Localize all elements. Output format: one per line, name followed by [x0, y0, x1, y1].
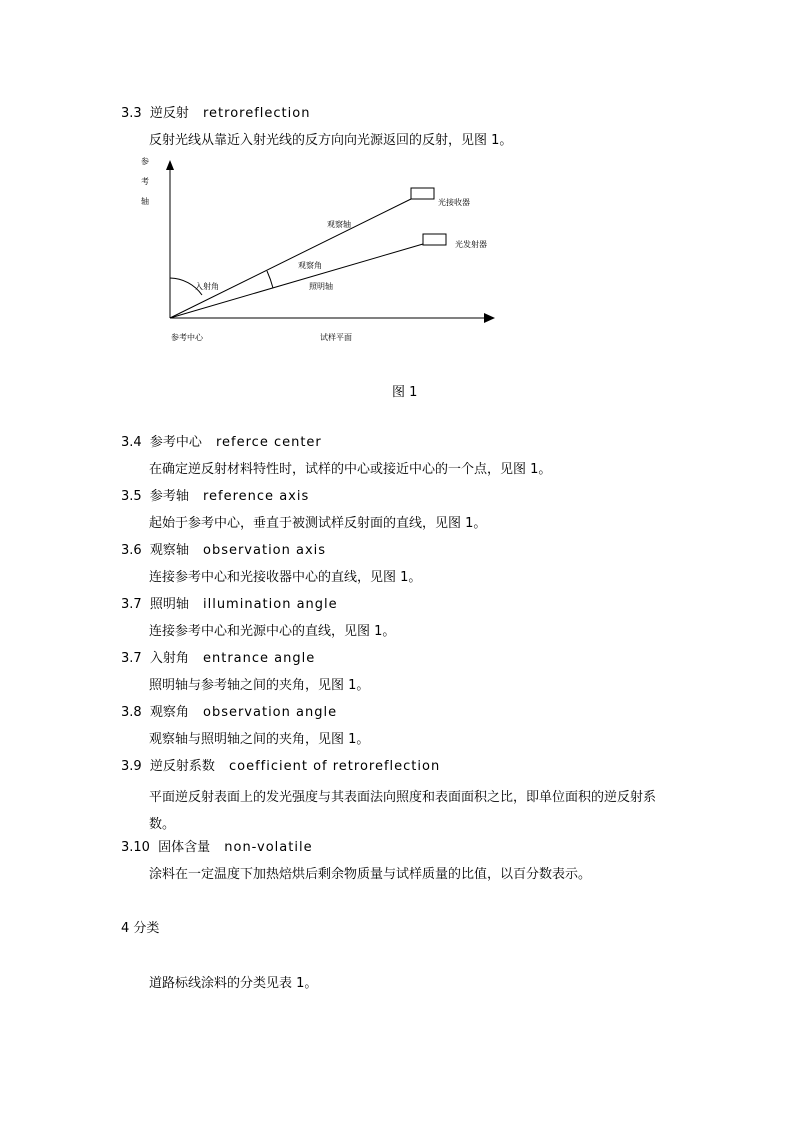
observation-axis-label: 观察轴 [327, 220, 351, 229]
section-3-5-definition: 起始于参考中心，垂直于被测试样反射面的直线，见图 1。 [149, 516, 487, 531]
section-4-heading: 4 分类 [121, 921, 160, 936]
section-3-10-definition: 涂料在一定温度下加热焙烘后剩余物质量与试样质量的比值，以百分数表示。 [149, 867, 592, 882]
reference-axis-label-3: 轴 [141, 197, 149, 206]
section-3-6-definition: 连接参考中心和光接收器中心的直线，见图 1。 [149, 570, 422, 585]
reference-axis-label-1: 参 [141, 157, 149, 166]
section-3-9-definition: 平面逆反射表面上的发光强度与其表面法向照度和表面面积之比，即单位面积的逆反射系数。 [149, 790, 657, 832]
section-4-text: 道路标线涂料的分类见表 1。 [149, 976, 318, 991]
reference-axis-label-2: 考 [141, 177, 149, 186]
section-3-8-heading: 3.8 观察角 observation angle [121, 705, 338, 720]
observation-angle-arc [267, 271, 273, 288]
figure-caption: 图 1 [392, 385, 418, 400]
sample-plane-arrow [484, 313, 495, 323]
section-3-4-definition: 在确定逆反射材料特性时，试样的中心或接近中心的一个点，见图 1。 [149, 462, 552, 477]
section-3-10-heading: 3.10 固体含量 non-volatile [121, 840, 313, 855]
section-3-3-heading: 3.3 逆反射 retroreflection [121, 106, 311, 121]
section-3-6-heading: 3.6 观察轴 observation axis [121, 543, 327, 558]
section-3-7-heading: 3.7 照明轴 illumination angle [121, 597, 338, 612]
section-3-7b-definition: 照明轴与参考轴之间的夹角，见图 1。 [149, 678, 370, 693]
observation-angle-label: 观察角 [298, 261, 322, 270]
section-3-7b-heading: 3.7 入射角 entrance angle [121, 651, 316, 666]
section-3-8-definition: 观察轴与照明轴之间的夹角，见图 1。 [149, 732, 370, 747]
sample-plane-label: 试样平面 [320, 333, 352, 342]
retroreflection-diagram [135, 150, 505, 350]
emitter-box [423, 234, 446, 245]
receiver-label: 光接收器 [438, 198, 470, 207]
section-3-9-heading: 3.9 逆反射系数 coefficient of retroreflection [121, 759, 441, 774]
illumination-axis-label: 照明轴 [309, 282, 333, 291]
emitter-label: 光发射器 [455, 240, 487, 249]
reference-axis-arrow [166, 160, 174, 170]
incidence-angle-label: 入射角 [195, 282, 219, 291]
section-3-3-definition: 反射光线从靠近入射光线的反方向向光源返回的反射，见图 1。 [149, 133, 513, 148]
section-3-7-definition: 连接参考中心和光源中心的直线，见图 1。 [149, 624, 396, 639]
section-3-4-heading: 3.4 参考中心 referce center [121, 435, 322, 450]
reference-center-label: 参考中心 [171, 333, 203, 342]
section-3-5-heading: 3.5 参考轴 reference axis [121, 489, 310, 504]
receiver-box [411, 188, 434, 199]
